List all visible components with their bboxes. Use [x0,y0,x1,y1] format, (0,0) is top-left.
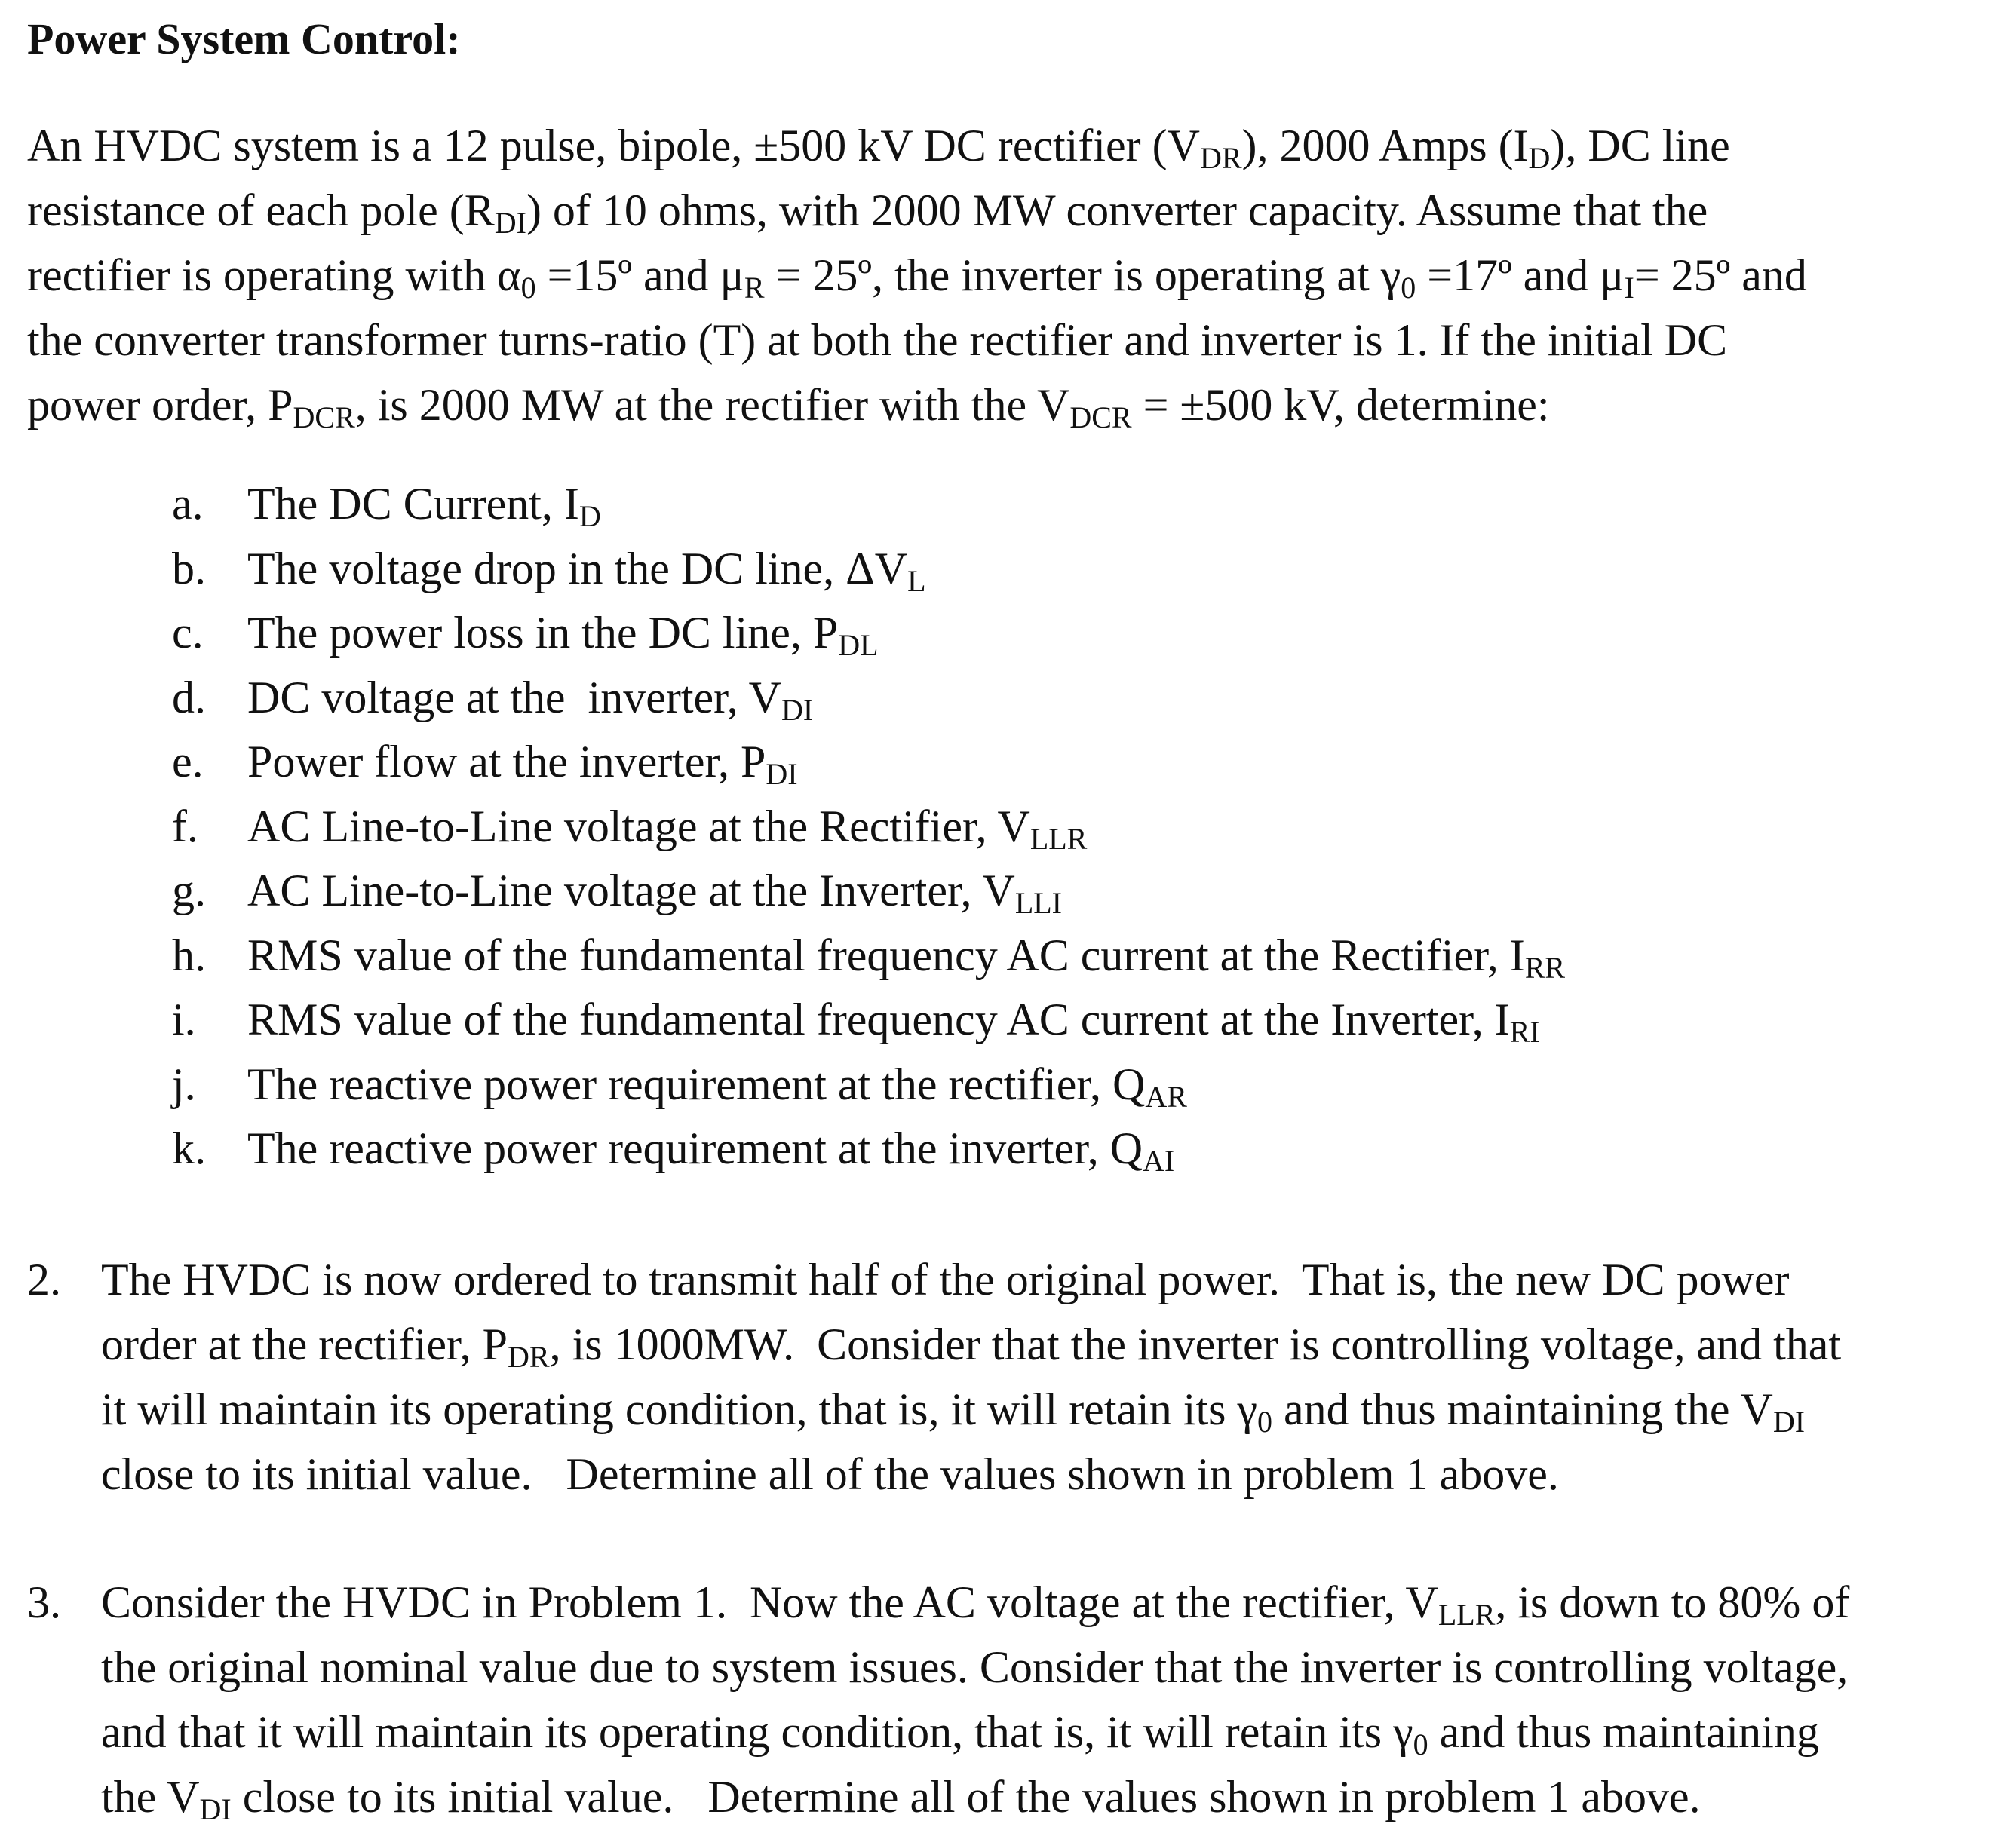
list-item [172,1053,1982,1117]
intro-line [27,372,2003,437]
list-item-text: RMS value of the fundamental frequency AC current at the Rectifier, I [247,930,1525,980]
subscript: DI [781,692,814,727]
text-run: power order, P [27,380,293,430]
list-item-text: AC Line-to-Line voltage at the Rectifier, V [247,801,1030,851]
subscript: LLI [1014,886,1062,920]
page-title: Power System Control: [27,14,461,63]
intro-line [27,178,2003,243]
list-item [172,988,1982,1053]
text-run: The HVDC is now ordered to transmit half of the original power. That is, the new DC power [101,1255,1790,1304]
question-list [172,472,1982,1182]
problem-number: 2. [27,1255,61,1304]
problem-line [101,1377,2002,1442]
problem-line [101,1700,2002,1764]
text-run: the V [101,1772,200,1822]
subscript: AI [1143,1144,1175,1178]
subscript: 0 [520,271,536,305]
list-letter: f. [172,801,198,851]
text-run: Consider the HVDC in Problem 1. Now the AC voltage at the rectifier, V [101,1577,1438,1627]
subscript: DI [494,206,526,240]
subscript: RI [1509,1015,1540,1049]
text-run: close to its initial value. Determine all of the values shown in problem 1 above. [231,1772,1701,1822]
list-letter: b. [172,543,206,593]
subscript: D [578,499,601,533]
subscript: I [1624,271,1634,305]
text-run: An HVDC system is a 12 pulse, bipole, ±500 kV DC rectifier (V [27,121,1200,170]
list-item-text: The reactive power requirement at the rectifier, Q [247,1059,1146,1109]
list-letter: g. [172,866,206,915]
problem-line [101,1635,2002,1700]
list-item [172,795,1982,860]
subscript: 0 [1257,1405,1272,1439]
subscript: D [1528,141,1551,175]
list-item [172,730,1982,795]
list-item-text: The DC Current, I [247,479,579,529]
text-run: , is down to 80% of [1495,1577,1850,1627]
list-letter: a. [172,479,204,529]
subscript: DR [508,1340,550,1374]
problem-1-intro [27,113,2003,437]
problem-number: 3. [27,1577,61,1627]
subscript: AR [1145,1079,1187,1114]
text-run: =17º and μ [1416,250,1625,300]
problem-line [101,1312,2002,1377]
text-run: , is 1000MW. Consider that the inverter is controlling voltage, and that [549,1320,1842,1369]
text-run: =15º and μ [535,250,744,300]
problem-line [101,1247,2002,1312]
text-run: = 25º, the inverter is operating at γ [764,250,1401,300]
list-letter: h. [172,930,206,980]
subscript: DR [1199,141,1242,175]
list-item-text: AC Line-to-Line voltage at the Inverter, V [247,866,1015,915]
list-item [172,537,1982,602]
subscript: DI [199,1792,232,1826]
problem-3-body [101,1570,2002,1829]
list-letter: c. [172,608,204,658]
subscript: LLR [1438,1598,1496,1632]
text-run: ), DC line [1550,121,1730,170]
text-run: and thus maintaining the V [1272,1384,1773,1434]
list-letter: d. [172,672,206,722]
list-item-text: The reactive power requirement at the inverter, Q [247,1123,1143,1173]
list-letter: k. [172,1123,206,1173]
text-run: resistance of each pole (R [27,185,495,235]
list-item [172,924,1982,989]
problem-line [101,1764,2002,1829]
text-run: close to its initial value. Determine all of the values shown in problem 1 above. [101,1449,1559,1499]
subscript: DI [766,757,798,791]
list-item-text: Power flow at the inverter, P [247,737,766,786]
text-run: it will maintain its operating condition, that is, it will retain its γ [101,1384,1257,1434]
text-run: and thus maintaining [1428,1707,1819,1757]
text-run: rectifier is operating with α [27,250,521,300]
list-item [172,666,1982,731]
subscript: 0 [1401,271,1416,305]
list-item [172,472,1982,537]
text-run: ) of 10 ohms, with 2000 MW converter capacity. Assume that the [526,185,1708,235]
text-run: the converter transformer turns-ratio (T) at both the rectifier and inverter is 1. If the initial DC [27,315,1728,365]
list-item-text: The voltage drop in the DC line, ΔV [247,543,908,593]
list-letter: i. [172,995,196,1044]
text-run: ), 2000 Amps (I [1241,121,1529,170]
subscript: LLR [1029,821,1088,856]
subscript: DCR [293,400,355,434]
list-item-text: RMS value of the fundamental frequency AC current at the Inverter, I [247,995,1510,1044]
text-run: the original nominal value due to system issues. Consider that the inverter is controlling voltage, [101,1642,1849,1692]
problem-line [101,1442,2002,1507]
intro-line [27,243,2003,308]
text-run: = 25º and [1634,250,1807,300]
subscript: DCR [1069,400,1132,434]
subscript: 0 [1413,1727,1428,1761]
subscript: DI [1772,1405,1806,1439]
subscript: R [744,271,765,305]
list-item [172,1117,1982,1182]
subscript: DL [838,628,879,662]
list-item [172,859,1982,924]
text-run: = ±500 kV, determine: [1131,380,1550,430]
list-item [172,601,1982,666]
list-item-text: The power loss in the DC line, P [247,608,839,658]
intro-line [27,113,2003,178]
list-letter: e. [172,737,204,786]
list-item-text: DC voltage at the inverter, V [247,672,781,722]
subscript: L [907,563,926,598]
list-letter: j. [172,1059,196,1109]
text-run: , is 2000 MW at the rectifier with the V [354,380,1070,430]
problem-line [101,1570,2002,1635]
subscript: RR [1524,950,1566,985]
text-run: and that it will maintain its operating condition, that is, it will retain its γ [101,1707,1413,1757]
problem-2-body [101,1247,2002,1507]
text-run: order at the rectifier, P [101,1320,508,1369]
intro-line [27,308,2003,372]
